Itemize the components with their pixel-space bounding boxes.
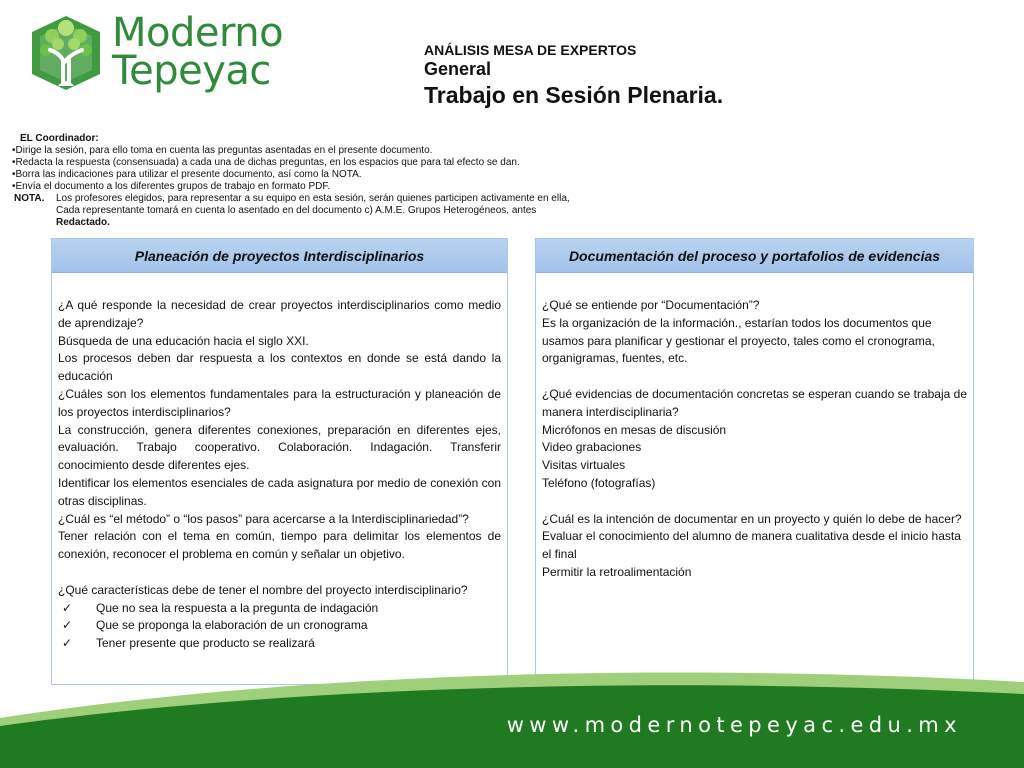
panel-paragraph: ¿Cuál es “el método” o “los pasos” para acercarse a la Interdisciplinariedad”? [58,511,469,526]
panel-paragraph: Búsqueda de una educación hacia el siglo XXI. [58,333,309,348]
header-subtitle: ANÁLISIS MESA DE EXPERTOS [424,42,637,58]
brand-name [112,10,284,94]
instruction-bullet: •Envía el documento a los diferentes grupos de trabajo en formato PDF. [12,181,331,192]
nota-row [10,193,630,205]
coordinator-label: EL Coordinador: [20,133,99,144]
check-item [58,635,501,653]
panel-paragraph: Evaluar el conocimiento del alumno de manera cualitativa desde el inicio hasta el final [542,529,961,562]
document-header [424,42,723,110]
check-item [58,617,501,635]
nota-line: Redactado. [56,217,110,228]
coordinator-instructions [10,133,630,229]
panel-paragraph: Permitir la retroalimentación [542,564,692,579]
planning-panel-body [52,273,507,653]
instruction-bullet: •Redacta la respuesta (consensuada) a cada una de dichas preguntas, en los espacios que para tal efecto se dan. [12,157,520,168]
tree-logo-icon [28,14,104,92]
panel-paragraph: Teléfono (fotografías) [542,475,656,490]
panel-paragraph: ¿A qué responde la necesidad de crear proyectos interdisciplinarios como medio de aprendizaje? [58,298,501,330]
nota-line: Cada representante tomará en cuenta lo asentado en del documento c) A.M.E. Grupos Heterogéneos, antes [56,205,537,216]
panel-paragraph: Es la organización de la información., estarían todos los documentos que usamos para planificar y gestionar el proyecto, tales como el cronograma, organigramas, fuentes, etc. [542,315,935,366]
check-item [58,600,501,618]
nota-label: NOTA. [14,193,45,204]
check-icon: ✓ [62,600,73,615]
documentation-panel [535,238,974,685]
planning-panel-title: Planeación de proyectos Interdisciplinarios [52,239,507,273]
panel-paragraph: Tener relación con el tema en común, tiempo para delimitar los elementos de conexión, reconocer el problema en común y señalar un objetivo. [58,529,501,562]
brand-line-2: Tepeyac [112,48,271,94]
check-text: Tener presente que producto se realizará [96,636,315,651]
spacer [542,368,967,386]
check-text: Que no sea la respuesta a la pregunta de indagación [96,600,379,615]
instruction-bullet: •Dirige la sesión, para ello toma en cuenta las preguntas asentadas en el presente documento. [12,145,433,156]
panel-question: ¿Qué características debe de tener el nombre del proyecto interdisciplinario? [58,582,468,597]
documentation-panel-body [536,273,973,582]
panel-paragraph: ¿Qué se entiende por “Documentación”? [542,298,760,312]
panel-paragraph: La construcción, genera diferentes conexiones, preparación en diferentes ejes, evaluación. Trabajo cooperativo. Colaboración. Indagación. Transferir conocimiento desde diferentes ejes. [58,422,501,473]
brand-line-1: Moderno [112,10,284,56]
panel-paragraph: Micrófonos en mesas de discusión [542,422,727,437]
panel-paragraph: Video grabaciones [542,440,642,455]
website-link[interactable]: www.modernotepeyac.edu.mx [506,713,962,737]
check-icon: ✓ [62,636,73,651]
panel-paragraph: Visitas virtuales [542,458,626,473]
panel-paragraph: Identificar los elementos esenciales de cada asignatura por medio de conexión con otras disciplinas. [58,475,501,508]
instruction-bullet: •Borra las indicaciones para utilizar el presente documento, así como la NOTA. [12,169,362,180]
spacer [58,564,501,582]
planning-panel [51,238,508,685]
panel-paragraph: Los procesos deben dar respuesta a los contextos en donde se está dando la educación [58,351,501,384]
spacer [542,493,967,511]
panel-paragraph: ¿Cuáles son los elementos fundamentales para la estructuración y planeación de los proyectos interdisciplinarios? [58,386,501,419]
panel-paragraph: ¿Cuál es la intención de documentar en un proyecto y quién lo debe de hacer? [542,511,962,526]
nota-line: Los profesores elegidos, para representar a su equipo en esta sesión, serán quienes participen activamente en ella, [56,193,570,204]
page-title: Trabajo en Sesión Plenaria. [424,82,724,108]
documentation-panel-title: Documentación del proceso y portafolios de evidencias [536,239,973,273]
check-icon: ✓ [62,618,73,633]
panel-paragraph: ¿Qué evidencias de documentación concretas se esperan cuando se trabaja de manera interdisciplinaria? [542,386,967,419]
brand-logo [28,10,318,94]
check-text: Que se proponga la elaboración de un cronograma [96,618,368,633]
header-section: General [424,59,492,79]
